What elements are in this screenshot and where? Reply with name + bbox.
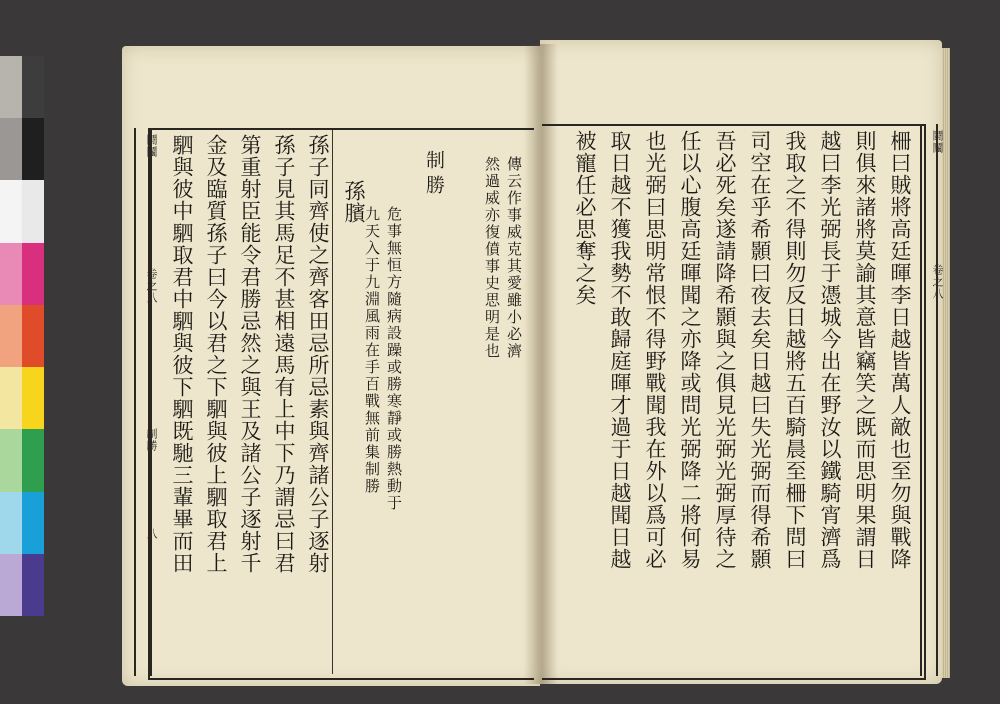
subheading-name: 孫臏 (342, 180, 366, 224)
text-column: 司空在乎希顥曰夜去矣日越曰失光弼而得希顥 (748, 130, 772, 570)
open-book (120, 38, 950, 688)
text-column: 吾必死矣遂請降希顥與之俱見光弼光弼厚待之 (713, 130, 737, 570)
left-margin-section: 制勝 (145, 428, 158, 452)
color-patch-white-b (22, 180, 44, 242)
color-patch-red (22, 305, 44, 367)
text-column: 我取之不得則勿反日越將五百騎晨至柵下問曰 (783, 130, 807, 570)
color-patch-green (22, 429, 44, 491)
text-column: 九天入于九淵風雨在手百戰無前集制勝 (363, 206, 381, 495)
color-patch-yellow (22, 367, 44, 429)
section-heading: 制勝 (423, 150, 445, 200)
text-column: 駟與彼中駟取君中駟與彼下駟既馳三輩畢而田 (170, 134, 194, 574)
text-column: 傳云作事威克其愛雖小必濟 (505, 156, 523, 360)
color-patch-light-yellow (0, 367, 22, 429)
color-patch-black (22, 118, 44, 180)
color-patch-lavender (0, 554, 22, 616)
color-patch-violet (22, 554, 44, 616)
left-margin-title: 鬪鬮 (145, 134, 158, 158)
right-margin-column (920, 124, 944, 676)
text-column: 則俱來諸將莫諭其意皆竊笑之既而思明果謂日 (853, 130, 877, 570)
color-patch-salmon (0, 305, 22, 367)
color-patch-cyan (22, 492, 44, 554)
color-patch-white-a (0, 180, 22, 242)
color-calibration-strip (0, 56, 44, 616)
text-column: 取日越不獲我勢不敢歸庭暉才過于日越聞日越 (608, 130, 632, 570)
text-column: 孫子同齊使之齊客田忌所忌素與齊諸公子逐射 (306, 134, 330, 574)
column-rule (332, 130, 333, 674)
right-margin-volume: 卷之八 (931, 264, 944, 300)
text-column: 也光弼曰思明常恨不得野戰聞我在外以爲可必 (643, 130, 667, 570)
left-margin-column (134, 128, 158, 676)
color-patch-gray-light (0, 56, 22, 118)
text-column: 越曰李光弼長于憑城今出在野汝以鐵騎宵濟爲 (818, 130, 842, 570)
color-patch-light-cyan (0, 492, 22, 554)
color-patch-pink (0, 243, 22, 305)
text-column: 孫子見其馬足不甚相遠馬有上中下乃謂忌曰君 (272, 134, 296, 574)
color-patch-light-green (0, 429, 22, 491)
text-column: 柵曰賊將高廷暉李日越皆萬人敵也至勿與戰降 (888, 130, 912, 570)
text-column: 然過威亦復僨事史思明是也 (483, 156, 501, 360)
text-column: 被寵任必思奪之矣 (573, 130, 597, 306)
left-margin-page-number: 八 (145, 528, 158, 540)
text-column: 任以心腹高廷暉聞之亦降或問光弼降二將何易 (678, 130, 702, 570)
color-patch-magenta (22, 243, 44, 305)
text-column: 危事無恒方隨病設躁或勝寒靜或勝熱動于 (385, 206, 403, 512)
text-column: 第重射臣能令君勝忌然之與王及諸公子逐射千 (238, 134, 262, 574)
text-column: 金及臨質孫子曰今以君之下駟與彼上駟取君上 (204, 134, 228, 574)
color-patch-gray-dark (22, 56, 44, 118)
right-margin-title: 鬪鬮 (931, 130, 944, 154)
left-margin-volume: 卷之八 (145, 268, 158, 304)
color-patch-gray-mid (0, 118, 22, 180)
